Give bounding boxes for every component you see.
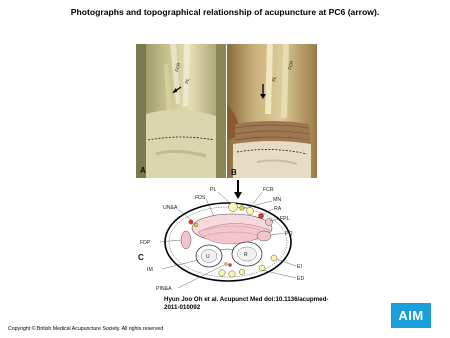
copyright-notice: Copyright © British Medical Acupuncture Society. All rights reserved bbox=[8, 326, 164, 332]
label-u: U bbox=[206, 254, 210, 260]
label-fds: FDS bbox=[195, 195, 206, 201]
label-ed: ED bbox=[297, 276, 305, 282]
label-ra: RA bbox=[274, 206, 282, 212]
label-fdp: FDP bbox=[140, 240, 151, 246]
label-pina: PIN&A bbox=[156, 286, 172, 292]
label-im: IM bbox=[147, 267, 153, 273]
label-ei: EI bbox=[297, 264, 302, 270]
dissection-photo-a bbox=[136, 44, 226, 178]
photo-a-image bbox=[136, 44, 226, 178]
slide-title: Photographs and topographical relationship of acupuncture at PC6 (arrow). bbox=[70, 7, 380, 17]
panel-b-pl-label: PL bbox=[271, 75, 278, 83]
figure-citation: Hyun Joo Oh et al. Acupunct Med doi:10.1136/acupmed-2011-010092 bbox=[164, 296, 329, 311]
label-fpl: FPL bbox=[280, 216, 290, 222]
panel-b-fcr-label: FCR bbox=[287, 60, 295, 71]
label-una: UN&A bbox=[163, 205, 178, 211]
panel-a-fcr-label: FCR bbox=[174, 62, 182, 73]
panel-b-letter: B bbox=[231, 168, 237, 177]
label-mn: MN bbox=[273, 197, 282, 203]
label-pl: PL bbox=[210, 187, 217, 193]
panel-c-letter: C bbox=[138, 253, 144, 262]
photo-b-image bbox=[227, 44, 317, 178]
aim-logo: AIM bbox=[391, 303, 431, 328]
acupuncture-arrow-icon bbox=[234, 192, 242, 199]
label-fcr: FCR bbox=[263, 187, 274, 193]
panel-a-letter: A bbox=[140, 166, 146, 175]
label-pq: PQ bbox=[285, 231, 293, 237]
panel-a-pl-label: PL bbox=[184, 77, 191, 85]
dissection-photo-b bbox=[227, 44, 317, 178]
cross-section-svg bbox=[136, 180, 318, 292]
cross-section-diagram bbox=[136, 180, 318, 292]
label-r: R bbox=[244, 252, 248, 258]
